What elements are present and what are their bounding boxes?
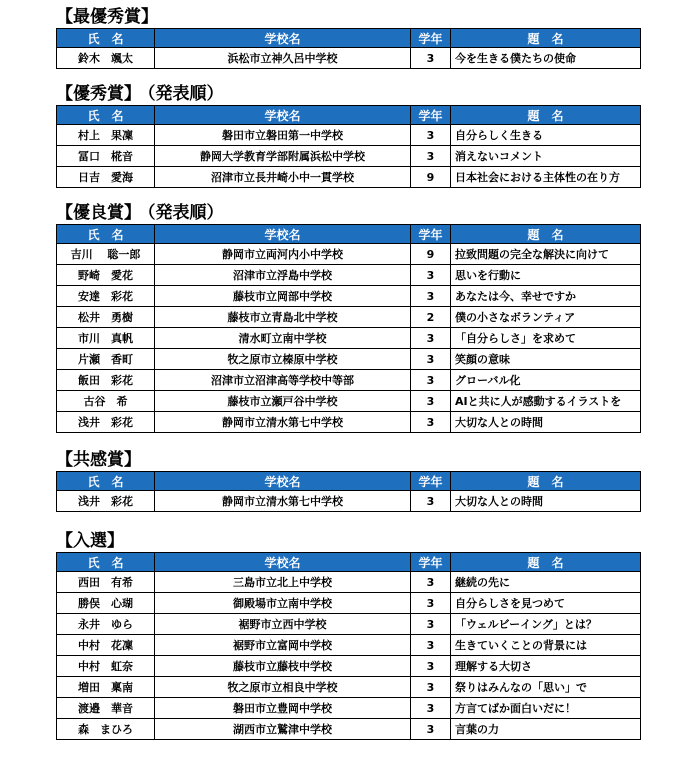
table-row — [57, 635, 641, 656]
student-name: 森 まひろ — [57, 719, 155, 740]
section-heading-text: 【共感賞】 — [56, 450, 141, 470]
grade: 3 — [411, 614, 451, 635]
school-name: 藤枝市立瀬戸谷中学校 — [155, 391, 411, 412]
section-heading — [56, 202, 640, 224]
grade: 3 — [411, 349, 451, 370]
table-row — [57, 391, 641, 412]
school-name: 三島市立北上中学校 — [155, 572, 411, 593]
student-name: 鈴木 颯太 — [57, 48, 155, 69]
award-section — [56, 530, 640, 740]
table-row — [57, 719, 641, 740]
table-row — [57, 593, 641, 614]
student-name: 市川 真帆 — [57, 328, 155, 349]
student-name: 増田 稟南 — [57, 677, 155, 698]
grade: 3 — [411, 491, 451, 512]
grade: 9 — [411, 167, 451, 188]
essay-title: 祭りはみんなの「思い」で — [451, 677, 641, 698]
table-header-row — [57, 29, 641, 48]
table-row — [57, 572, 641, 593]
school-name: 藤枝市立青島北中学校 — [155, 307, 411, 328]
table-row — [57, 307, 641, 328]
header-title: 題 名 — [451, 106, 641, 125]
section-heading-text: 【優秀賞】 — [56, 84, 141, 104]
table-row — [57, 614, 641, 635]
section-heading — [56, 449, 640, 471]
grade: 2 — [411, 307, 451, 328]
table-header-row — [57, 553, 641, 572]
award-section — [56, 6, 640, 69]
grade: 3 — [411, 572, 451, 593]
table-row — [57, 698, 641, 719]
table-row — [57, 146, 641, 167]
section-heading — [56, 83, 640, 105]
header-grade: 学年 — [411, 29, 451, 48]
header-name: 氏 名 — [57, 553, 155, 572]
section-heading-text: 【最優秀賞】 — [56, 7, 158, 27]
grade: 9 — [411, 244, 451, 265]
award-table — [56, 28, 641, 69]
header-school: 学校名 — [155, 472, 411, 491]
student-name: 渡邉 華音 — [57, 698, 155, 719]
essay-title: 拉致問題の完全な解決に向けて — [451, 244, 641, 265]
grade: 3 — [411, 48, 451, 69]
school-name: 沼津市立沼津高等学校中等部 — [155, 370, 411, 391]
student-name: 浅井 彩花 — [57, 412, 155, 433]
school-name: 磐田市立豊岡中学校 — [155, 698, 411, 719]
student-name: 永井 ゆら — [57, 614, 155, 635]
table-header-row — [57, 472, 641, 491]
student-name: 安達 彩花 — [57, 286, 155, 307]
grade: 3 — [411, 635, 451, 656]
school-name: 静岡市立清水第七中学校 — [155, 491, 411, 512]
student-name: 勝俣 心瑚 — [57, 593, 155, 614]
grade: 3 — [411, 719, 451, 740]
header-grade: 学年 — [411, 553, 451, 572]
grade: 3 — [411, 328, 451, 349]
school-name: 静岡市立清水第七中学校 — [155, 412, 411, 433]
school-name: 静岡市立両河内小中学校 — [155, 244, 411, 265]
award-table — [56, 105, 641, 188]
header-name: 氏 名 — [57, 106, 155, 125]
table-header-row — [57, 106, 641, 125]
essay-title: 大切な人との時間 — [451, 491, 641, 512]
award-section — [56, 449, 640, 512]
student-name: 飯田 彩花 — [57, 370, 155, 391]
table-row — [57, 167, 641, 188]
grade: 3 — [411, 286, 451, 307]
header-school: 学校名 — [155, 553, 411, 572]
grade: 3 — [411, 677, 451, 698]
header-title: 題 名 — [451, 225, 641, 244]
header-title: 題 名 — [451, 553, 641, 572]
school-name: 裾野市立西中学校 — [155, 614, 411, 635]
student-name: 日吉 愛海 — [57, 167, 155, 188]
table-header-row — [57, 225, 641, 244]
grade: 3 — [411, 146, 451, 167]
school-name: 牧之原市立相良中学校 — [155, 677, 411, 698]
section-heading-text: 【入選】 — [56, 531, 124, 551]
school-name: 裾野市立富岡中学校 — [155, 635, 411, 656]
section-heading-order-note: （発表順） — [147, 203, 224, 223]
student-name: 冨口 椛音 — [57, 146, 155, 167]
school-name: 磐田市立磐田第一中学校 — [155, 125, 411, 146]
award-table — [56, 224, 641, 433]
school-name: 沼津市立浮島中学校 — [155, 265, 411, 286]
grade: 3 — [411, 391, 451, 412]
grade: 3 — [411, 412, 451, 433]
essay-title: 大切な人との時間 — [451, 412, 641, 433]
table-row — [57, 328, 641, 349]
essay-title: AIと共に人が感動するイラストを — [451, 391, 641, 412]
header-title: 題 名 — [451, 29, 641, 48]
essay-title: 今を生きる僕たちの使命 — [451, 48, 641, 69]
essay-title: 「ウェルビーイング」とは？ — [451, 614, 641, 635]
essay-title: 思いを行動に — [451, 265, 641, 286]
essay-title: 消えないコメント — [451, 146, 641, 167]
essay-title: 僕の小さなボランティア — [451, 307, 641, 328]
grade: 3 — [411, 593, 451, 614]
table-row — [57, 265, 641, 286]
essay-title: グローバル化 — [451, 370, 641, 391]
student-name: 中村 花凜 — [57, 635, 155, 656]
school-name: 御殿場市立南中学校 — [155, 593, 411, 614]
student-name: 松井 勇樹 — [57, 307, 155, 328]
student-name: 片瀬 香町 — [57, 349, 155, 370]
section-spacer — [0, 188, 690, 202]
table-row — [57, 48, 641, 69]
table-row — [57, 491, 641, 512]
header-school: 学校名 — [155, 29, 411, 48]
header-grade: 学年 — [411, 225, 451, 244]
school-name: 湖西市立鷲津中学校 — [155, 719, 411, 740]
section-spacer — [0, 69, 690, 83]
school-name: 藤枝市立岡部中学校 — [155, 286, 411, 307]
header-name: 氏 名 — [57, 29, 155, 48]
table-row — [57, 677, 641, 698]
school-name: 清水町立南中学校 — [155, 328, 411, 349]
award-section — [56, 83, 640, 188]
school-name: 浜松市立神久呂中学校 — [155, 48, 411, 69]
section-heading-order-note: （発表順） — [147, 84, 224, 104]
table-row — [57, 370, 641, 391]
essay-title: 理解する大切さ — [451, 656, 641, 677]
grade: 3 — [411, 698, 451, 719]
student-name: 村上 果凜 — [57, 125, 155, 146]
student-name: 浅井 彩花 — [57, 491, 155, 512]
header-school: 学校名 — [155, 225, 411, 244]
header-school: 学校名 — [155, 106, 411, 125]
section-spacer — [0, 512, 690, 530]
essay-title: 笑顔の意味 — [451, 349, 641, 370]
student-name: 野崎 愛花 — [57, 265, 155, 286]
table-row — [57, 412, 641, 433]
essay-title: 継続の先に — [451, 572, 641, 593]
essay-title: 生きていくことの背景には — [451, 635, 641, 656]
header-grade: 学年 — [411, 106, 451, 125]
grade: 3 — [411, 370, 451, 391]
section-spacer — [0, 433, 690, 449]
essay-title: 言葉の力 — [451, 719, 641, 740]
school-name: 牧之原市立榛原中学校 — [155, 349, 411, 370]
table-row — [57, 349, 641, 370]
header-grade: 学年 — [411, 472, 451, 491]
school-name: 藤枝市立藤枝中学校 — [155, 656, 411, 677]
award-table — [56, 471, 641, 512]
award-section — [56, 202, 640, 433]
grade: 3 — [411, 265, 451, 286]
section-heading — [56, 530, 640, 552]
grade: 3 — [411, 656, 451, 677]
school-name: 沼津市立長井崎小中一貫学校 — [155, 167, 411, 188]
essay-title: あなたは今、幸せですか — [451, 286, 641, 307]
essay-title: 自分らしく生きる — [451, 125, 641, 146]
table-row — [57, 286, 641, 307]
essay-title: 自分らしさを見つめて — [451, 593, 641, 614]
header-name: 氏 名 — [57, 225, 155, 244]
table-row — [57, 244, 641, 265]
student-name: 中村 虹奈 — [57, 656, 155, 677]
student-name: 古谷 希 — [57, 391, 155, 412]
essay-title: 「自分らしさ」を求めて — [451, 328, 641, 349]
essay-title: 方言てばか面白いだに！ — [451, 698, 641, 719]
student-name: 西田 有希 — [57, 572, 155, 593]
section-heading — [56, 6, 640, 28]
section-heading-text: 【優良賞】 — [56, 203, 141, 223]
award-table — [56, 552, 641, 740]
table-row — [57, 125, 641, 146]
school-name: 静岡大学教育学部附属浜松中学校 — [155, 146, 411, 167]
header-title: 題 名 — [451, 472, 641, 491]
table-row — [57, 656, 641, 677]
header-name: 氏 名 — [57, 472, 155, 491]
essay-title: 日本社会における主体性の在り方 — [451, 167, 641, 188]
student-name: 吉川 聡一郎 — [57, 244, 155, 265]
grade: 3 — [411, 125, 451, 146]
